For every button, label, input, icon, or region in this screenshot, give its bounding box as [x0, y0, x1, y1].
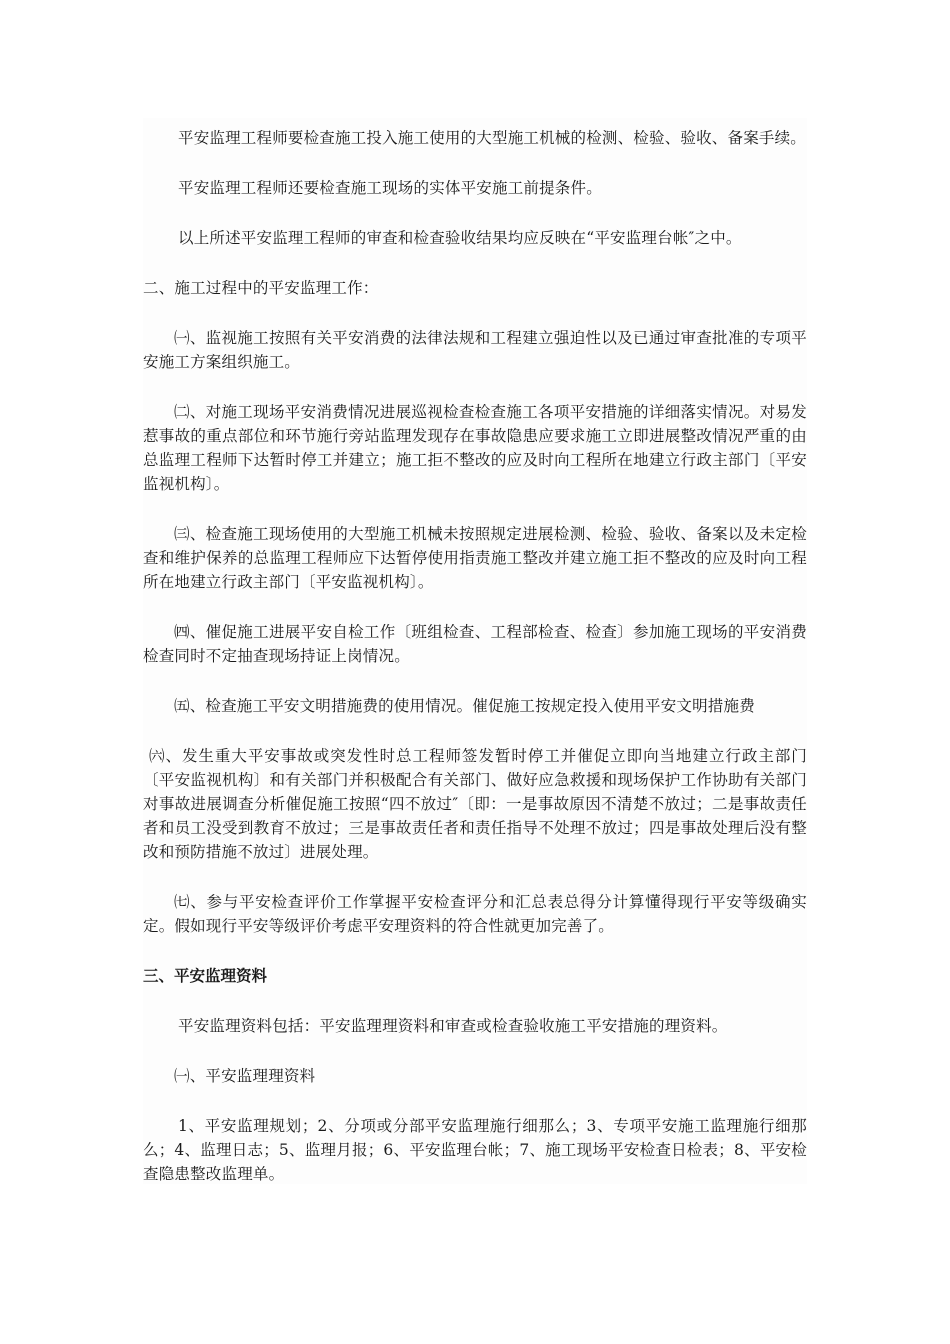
section-heading-two: 二、施工过程中的平安监理工作：: [143, 279, 379, 297]
paragraph-ledger-summary: 以上所述平安监理工程师的审查和检查验收结果均应反映在“平安监理台帐″之中。: [178, 229, 742, 247]
paragraph-machinery-check: 平安监理工程师要检查施工投入施工使用的大型施工机械的检测、检验、验收、备案手续。: [178, 129, 807, 147]
section-heading-three: 三、平安监理资料: [143, 967, 268, 985]
subheading-records: ㈠、平安监理理资料: [174, 1067, 316, 1085]
paragraph-item-4: ㈣、催促施工进展平安自检工作〔班组检查、工程部检查、检查〕参加施工现场的平安消费检查同时不定抽查现场持证上岗情况。: [143, 623, 807, 665]
paragraph-item-1: ㈠、监视施工按照有关平安消费的法律法规和工程建立强迫性以及已通过审查批准的专项平安施工方案组织施工。: [143, 329, 807, 371]
paragraph-item-2: ㈡、对施工现场平安消费情况进展巡视检查检查施工各项平安措施的详细落实情况。对易发惹事故的重点部位和环节施行旁站监理发现存在事故隐患应要求施工立即进展整改情况严重的由总监理工程师下达暂时停工并建立；施工拒不整改的应及时向工程所在地建立行政主部门〔平安监视机构〕。: [143, 403, 807, 493]
document-page: [143, 118, 807, 1184]
paragraph-item-5: ㈤、检查施工平安文明措施费的使用情况。催促施工按规定投入使用平安文明措施费: [174, 697, 755, 715]
paragraph-site-conditions: 平安监理工程师还要检查施工现场的实体平安施工前提条件。: [178, 179, 602, 197]
paragraph-records-overview: 平安监理资料包括：平安监理理资料和审查或检查验收施工平安措施的理资料。: [178, 1017, 728, 1035]
paragraph-item-7: ㈦、参与平安检查评价工作掌握平安检查评分和汇总表总得分计算懂得现行平安等级确实定。假如现行平安等级评价考虑平安理资料的符合性就更加完善了。: [143, 893, 807, 935]
paragraph-item-3: ㈢、检查施工现场使用的大型施工机械未按照规定进展检测、检验、验收、备案以及未定检查和维护保养的总监理工程师应下达暂停使用指责施工整改并建立施工拒不整改的应及时向工程所在地建立行政主部门〔平安监视机构〕。: [143, 525, 807, 591]
paragraph-item-6: ㈥、发生重大平安事故或突发性时总工程师签发暂时停工并催促立即向当地建立行政主部门〔平安监视机构〕和有关部门并积极配合有关部门、做好应急救援和现场保护工作协助有关部门对事故进展调查分析催促施工按照“四不放过″〔即：一是事故原因不清楚不放过；二是事故责任者和员工没受到教育不放过；三是事故责任者和责任指导不处理不放过；四是事故处理后没有整改和预防措施不放过〕进展处理。: [143, 747, 807, 861]
paragraph-records-list: 1、平安监理规划；2、分项或分部平安监理施行细那么；3、专项平安施工监理施行细那么；4、监理日志；5、监理月报；6、平安监理台帐；7、施工现场平安检查日检表；8、平安检查隐患整改监理单。: [143, 1117, 807, 1183]
